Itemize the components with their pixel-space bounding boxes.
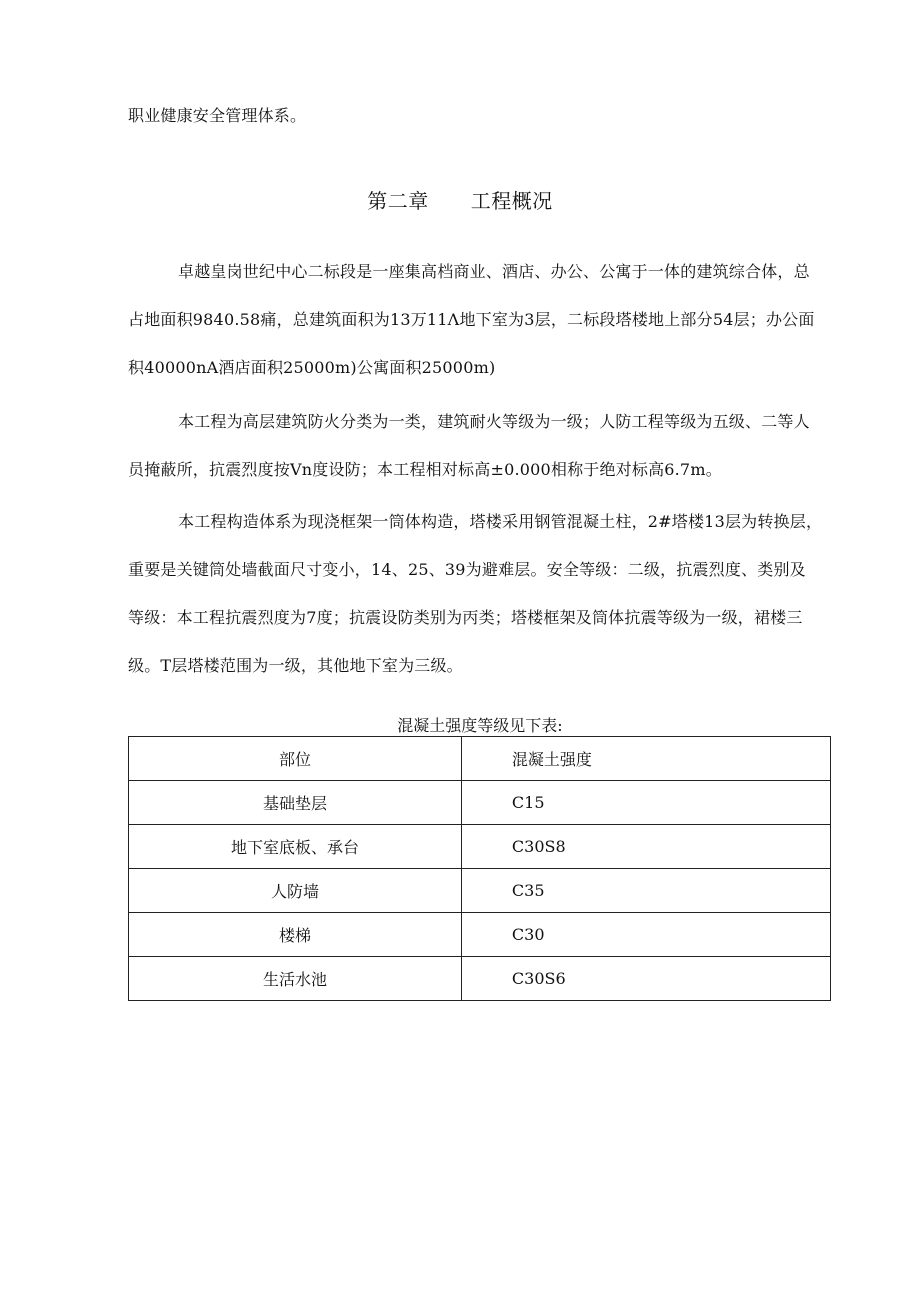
chapter-title: 工程概况 — [470, 189, 553, 213]
table-header-row — [129, 737, 831, 781]
paragraph-line: 级。T层塔楼范围为一级，其他地下室为三级。 — [128, 656, 463, 675]
strength-cell: C30S8 — [461, 825, 830, 869]
paragraph-fire-safety — [128, 412, 832, 508]
strength-cell: C15 — [461, 781, 830, 825]
paragraph-line: 占地面积9840.58痛，总建筑面积为13万11Λ地下室为3层，二标段塔楼地上部分54层；办公面 — [128, 310, 815, 329]
paragraph-line: 员掩蔽所，抗震烈度按Vn度设防；本工程相对标高±0.000相称于绝对标高6.7m。 — [128, 460, 722, 479]
chapter-heading — [0, 187, 920, 215]
concrete-strength-table — [128, 736, 831, 1001]
paragraph-line: 等级：本工程抗震烈度为7度；抗震设防类别为丙类；塔楼框架及筒体抗震等级为一级，裙楼三 — [128, 608, 803, 627]
paragraph-line: 重要是关键筒处墙截面尺寸变小，14、25、39为避难层。安全等级：二级，抗震烈度、类别及 — [128, 560, 806, 579]
table-row — [129, 957, 831, 1001]
header-cell-location: 部位 — [129, 737, 462, 781]
paragraph-structure-system — [128, 512, 832, 704]
table-caption: 混凝土强度等级见下表: — [397, 716, 563, 735]
location-cell: 地下室底板、承台 — [129, 825, 462, 869]
strength-cell: C30S6 — [461, 957, 830, 1001]
table-row — [129, 825, 831, 869]
table-row — [129, 869, 831, 913]
paragraph-project-overview — [128, 262, 832, 406]
paragraph-line: 本工程为高层建筑防火分类为一类，建筑耐火等级为一级；人防工程等级为五级、二等人 — [178, 412, 810, 431]
strength-cell: C30 — [461, 913, 830, 957]
location-cell: 人防墙 — [129, 869, 462, 913]
header-cell-strength: 混凝土强度 — [461, 737, 830, 781]
paragraph-line: 卓越皇岗世纪中心二标段是一座集高档商业、酒店、办公、公寓于一体的建筑综合体，总 — [178, 262, 810, 281]
chapter-number: 第二章 — [367, 189, 429, 213]
strength-cell: C35 — [461, 869, 830, 913]
table-row — [129, 781, 831, 825]
location-cell: 楼梯 — [129, 913, 462, 957]
continued-text-line: 职业健康安全管理体系。 — [128, 106, 307, 125]
paragraph-line: 本工程构造体系为现浇框架一筒体构造，塔楼采用钢管混凝土柱，2#塔楼13层为转换层， — [178, 512, 823, 531]
location-cell: 生活水池 — [129, 957, 462, 1001]
paragraph-line: 积40000nA酒店面积25000m)公寓面积25000m) — [128, 358, 496, 377]
location-cell: 基础垫层 — [129, 781, 462, 825]
table-row — [129, 913, 831, 957]
